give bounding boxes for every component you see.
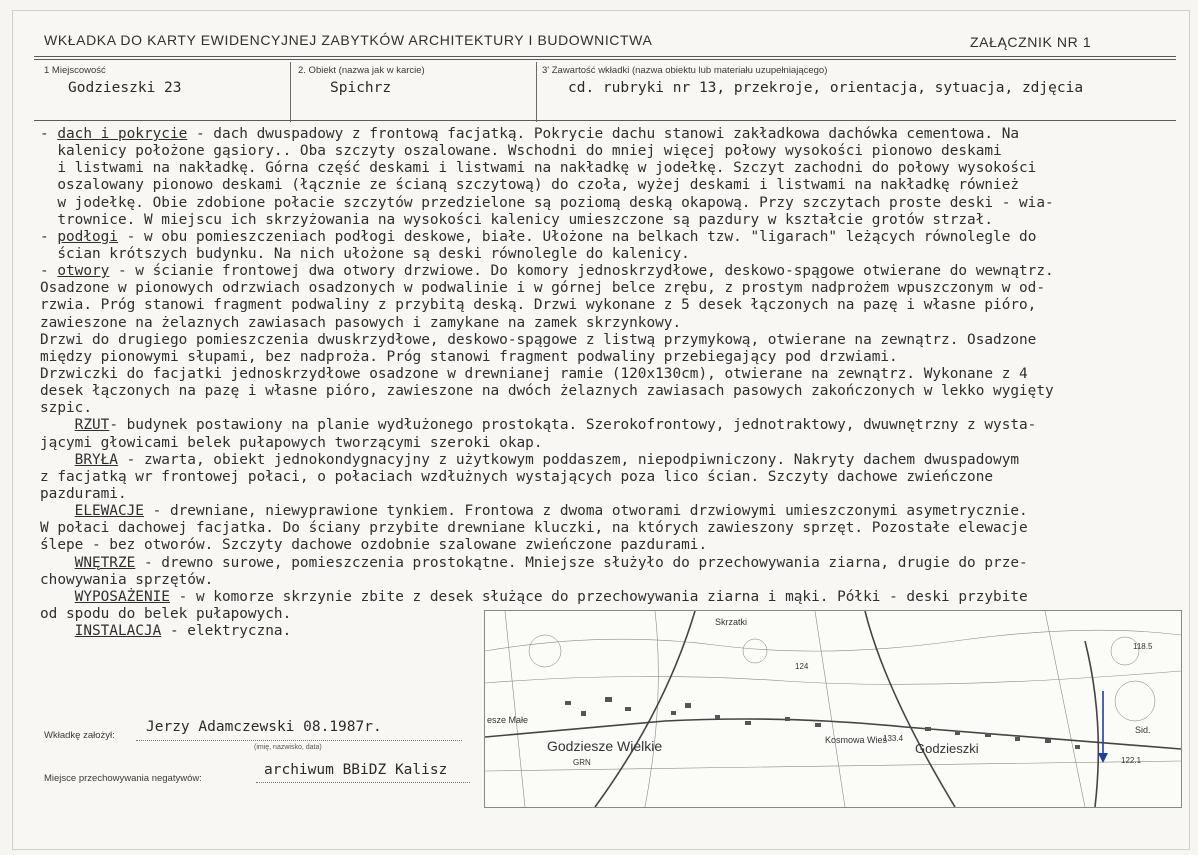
description-line: W połaci dachowej facjatka. Do ściany przybite drewniane kluczki, na których zawieszony sprzęt. Pozostałe elewacje [40, 520, 1028, 537]
section-term: RZUT [74, 417, 110, 434]
field-label-locality: 1 Miejscowość [44, 65, 106, 76]
field-value-locality: Godzieszki 23 [68, 80, 182, 96]
description-line: rzwia. Próg stanowi fragment podwaliny z przybitą deską. Drzwi wykonane z 5 desek łączonych na pazę i własne pióro, [40, 297, 1037, 314]
map-drawing [485, 611, 1181, 807]
field-label-contents: 3' Zawartość wkładki (nazwa obiektu lub materiału uzupełniającego) [542, 65, 828, 76]
description-line: desek łączonych na pazę i własne pióro, zawieszone na dwóch żelaznych zawiasach pasowych zakończonych w lekko wygięty [40, 383, 1054, 400]
map-label-godzieszki: Godzieszki [915, 741, 979, 756]
location-map [484, 610, 1182, 808]
map-label-grn: GRN [573, 758, 591, 767]
section-term: WYPOSAŻENIE [74, 588, 170, 605]
description-line: Drzwi do drugiego pomieszczenia dwuskrzydłowe, deskowo-spągowe z listwą przymykową, otwierane na zewnątrz. Osadzone [40, 331, 1037, 348]
field-label-object: 2. Obiekt (nazwa jak w karcie) [298, 65, 425, 76]
description-line: kalenicy położone gąsiory.. Oba szczyty oszalowane. Wschodni do mniej więcej połowy wysokości pionowo deskami [40, 143, 1002, 160]
description-line: - otwory - w ścianie frontowej dwa otwory drzwiowe. Do komory jednoskrzydłowe, deskowo-spągowe otwierane do wewnątrz. [40, 263, 1054, 280]
map-label-sid: Sid. [1135, 725, 1151, 735]
section-term: podłogi [57, 228, 118, 245]
description-line: trownice. W miejscu ich skrzyżowania na wysokości kalenicy umieszczone są pazdury w kształcie grotów strzał. [40, 211, 994, 228]
description-line: ścian krótszych budynku. Na nich ułożone są deski równolegle do kalenicy. [40, 245, 690, 262]
author-line [136, 740, 462, 741]
description-line: z facjatką wr frontowej połaci, o połaciach wzdłużnych wystających poza lico ścian. Szczyty dachowe zwieńczone [40, 468, 994, 485]
negatives-line [256, 782, 470, 783]
description-line: pazdurami. [40, 485, 127, 502]
section-term: dach i pokrycie [57, 126, 188, 142]
description-line: między pionowymi słupami, bez nadproża. Próg stanowi fragment podwaliny przebiegający pod drzwiami. [40, 348, 898, 365]
map-elevation-1: 133.4 [883, 734, 904, 743]
author-value: Jerzy Adamczewski 08.1987r. [146, 719, 382, 735]
description-line: INSTALACJA - elektryczna. [74, 623, 292, 640]
section-term: BRYŁA [74, 451, 118, 468]
description-text [40, 126, 1180, 640]
header-rule-bottom [34, 120, 1176, 121]
author-label: Wkładkę założył: [44, 730, 115, 741]
header-rule-top-2 [34, 59, 1176, 60]
description-line: w jodełkę. Obie zdobione połacie szczytów przedzielone są poziomą deską okapową. Przy szczytach proste deski - wia- [40, 194, 1054, 211]
description-line: ELEWACJE - drewniane, niewyprawione tynkiem. Frontowa z dwoma otworami drzwiowymi umieszczonymi asymetrycznie. [74, 503, 1028, 520]
field-value-object: Spichrz [330, 80, 392, 96]
map-elevation-3: 122.1 [1121, 756, 1142, 765]
description-line: ślepe - bez otworów. Szczyty dachowe ozdobnie szalowane zwieńczone pazdurami. [40, 537, 708, 554]
map-elevation-4: 124 [795, 662, 809, 671]
description-line: i listwami na nakładkę. Górna część deskami i listwami na nakładkę w jodełkę. Szczyt zachodni do połowy wysokości [40, 160, 1037, 177]
description-line: WNĘTRZE - drewno surowe, pomieszczenia prostokątne. Mniejsze służyło do przechowywania ziarna, drugie do prze- [74, 554, 1028, 571]
description-line: od spodu do belek pułapowych. [40, 605, 292, 622]
description-line: WYPOSAŻENIE - w komorze skrzynie zbite z desek służące do przechowywania ziarna i mąki. Półki - deski przybite [74, 588, 1028, 605]
description-line: zawieszone na żelaznych zawiasach pasowych i zamykane na zamek skrzynkowy. [40, 314, 682, 331]
map-label-male: esze Małe [487, 715, 529, 725]
header-rule-top [34, 56, 1176, 57]
description-line: BRYŁA - zwarta, obiekt jednokondygnacyjny z użytkowym poddaszem, niepodpiwniczony. Nakryty dachem dwuspadowym [74, 451, 1020, 468]
section-term: WNĘTRZE [74, 554, 136, 571]
author-hint: (imię, nazwisko, data) [254, 744, 322, 751]
negatives-value: archiwum BBiDZ Kalisz [264, 762, 448, 778]
section-term: INSTALACJA [74, 623, 162, 640]
description-line: Osadzone w pionowych odrzwiach osadzonych w podwalinie i w górnej belce zrębu, z prostym nadprożem wpuszczonym w od- [40, 280, 1046, 297]
negatives-label: Miejsce przechowywania negatywów: [44, 773, 202, 784]
field-value-contents: cd. rubryki nr 13, przekroje, orientacja, sytuacja, zdjęcia [568, 80, 1084, 96]
field-divider [536, 62, 537, 122]
document-title: WKŁADKA DO KARTY EWIDENCYJNEJ ZABYTKÓW ARCHITEKTURY I BUDOWNICTWA [44, 32, 653, 48]
section-term: ELEWACJE [74, 503, 144, 520]
description-line: szpic. [40, 400, 92, 417]
map-label-kosmowa: Kosmowa Wieś [825, 735, 888, 745]
description-line: RZUT- budynek postawiony na planie wydłużonego prostokąta. Szerokofrontowy, jednotraktowy, dwuwnętrzny z wysta- [74, 417, 1037, 434]
map-label-skrzatki: Skrzatki [715, 617, 748, 627]
description-line: chowywania sprzętów. [40, 571, 214, 588]
description-line: oszalowany pionowo deskami (łącznie ze ścianą szczytową) do czoła, wyżej deskami i listwami na nakładkę również [40, 177, 1020, 194]
section-term: otwory [57, 263, 110, 280]
description-line: Drzwiczki do facjatki jednoskrzydłowe osadzone w drewnianej ramie (120x130cm), otwierane na zewnątrz. Wykonane z 4 [40, 365, 1028, 382]
annex-number: ZAŁĄCZNIK NR 1 [970, 34, 1092, 50]
description-line: jącymi głowicami belek pułapowych tworzącymi szeroki okap. [40, 434, 543, 451]
location-arrow-icon [1098, 691, 1108, 763]
description-line: - podłogi - w obu pomieszczeniach podłogi deskowe, białe. Ułożone na belkach tzw. "ligarach" leżących równolegle do [40, 228, 1037, 245]
map-elevation-2: 118.5 [1133, 642, 1153, 651]
field-divider [290, 62, 291, 122]
map-label-godziesze-wielkie: Godziesze Wielkie [547, 738, 663, 754]
description-line: - dach i pokrycie - dach dwuspadowy z frontową facjatką. Pokrycie dachu stanowi zakładkowa dachówka cementowa. Na [40, 126, 1020, 142]
